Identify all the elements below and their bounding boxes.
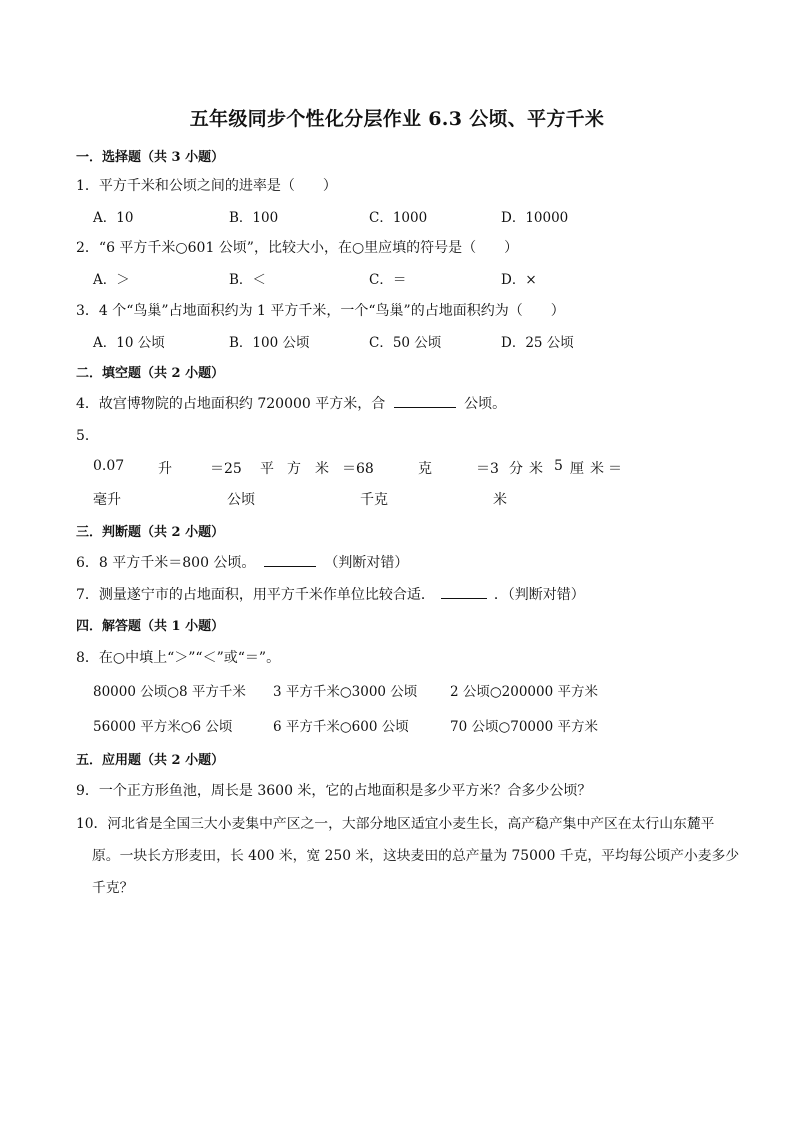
q5-unit: 厘米 (570, 461, 610, 477)
comparison-item: 3 平方千米○3000 公顷 (273, 684, 418, 700)
question-10-line-3: 千克？ (92, 880, 134, 896)
section-heading-choice: 一．选择题（共 3 小题） (76, 150, 225, 165)
q5-unit: 千克 (360, 492, 388, 508)
question-7-text: 7．测量遂宁市的占地面积，用平方千米作单位比较合适． (76, 587, 435, 603)
q5-value: ＝3 (476, 461, 499, 477)
comparison-item: 6 平方千米○600 公顷 (273, 719, 409, 735)
section-heading-judge: 三．判断题（共 2 小题） (76, 525, 225, 540)
question-5-number: 5． (76, 428, 99, 444)
option-c: C．50 公顷 (369, 335, 442, 351)
question-10-line-1: 10．河北省是全国三大小麦集中产区之一，大部分地区适宜小麦生长，高产稳产集中产区在太行山东麓平 (76, 816, 715, 832)
option-b: B．100 (229, 210, 279, 226)
q5-value: ＝25 (210, 461, 242, 477)
q5-unit: 米 (315, 461, 329, 477)
option-a: A．10 (93, 210, 134, 226)
q5-value: ＝ (608, 461, 622, 477)
q5-value: 0.07 (93, 458, 125, 474)
question-2: 2．“6 平方千米○601 公顷”，比较大小，在○里应填的符号是（ ） (76, 240, 519, 256)
option-b: B．＜ (229, 272, 266, 288)
q5-unit: 平 (260, 461, 274, 477)
section-heading-answer: 四．解答题（共 1 小题） (76, 619, 225, 634)
q5-unit: 克 (418, 461, 432, 477)
q5-unit: 公顷 (227, 492, 255, 508)
option-b: B．100 公顷 (229, 335, 310, 351)
comparison-item: 2 公顷○200000 平方米 (450, 684, 598, 700)
option-c: C．1000 (369, 210, 428, 226)
option-d: D．10000 (501, 210, 569, 226)
option-c: C．＝ (369, 272, 407, 288)
q5-value: ＝68 (342, 461, 374, 477)
option-a: A．＞ (93, 272, 130, 288)
question-6-text: 6．8 平方千米＝800 公顷。 (76, 555, 256, 571)
section-heading-fill: 二．填空题（共 2 小题） (76, 366, 225, 381)
q5-unit: 毫升 (93, 492, 121, 508)
q5-unit: 方 (287, 461, 301, 477)
question-4-text: 4．故宫博物院的占地面积约 720000 平方米，合 (76, 396, 386, 412)
question-3: 3．4 个“鸟巢”占地面积约为 1 平方千米，一个“鸟巢”的占地面积约为（ ） (76, 303, 565, 319)
page-title: 五年级同步个性化分层作业 6.3 公顷、平方千米 (189, 108, 605, 130)
answer-blank[interactable] (264, 552, 316, 567)
question-8: 8．在○中填上“＞”“＜”或“＝”。 (76, 650, 281, 666)
option-a: A．10 公顷 (93, 335, 165, 351)
question-10-line-2: 原。一块长方形麦田，长 400 米，宽 250 米，这块麦田的总产量为 75000 千克，平均每公顷产小麦多少 (92, 848, 740, 864)
question-7 (76, 584, 585, 604)
comparison-item: 56000 平方米○6 公顷 (93, 719, 233, 735)
question-7-suffix: ．（判断对错） (493, 587, 585, 603)
q5-unit: 米 (493, 492, 507, 508)
question-1: 1．平方千米和公顷之间的进率是（ ） (76, 178, 337, 194)
question-9: 9．一个正方形鱼池，周长是 3600 米，它的占地面积是多少平方米？合多少公顷？ (76, 783, 592, 799)
q5-unit: 分米 (509, 461, 549, 477)
comparison-item: 70 公顷○70000 平方米 (450, 719, 598, 735)
section-heading-application: 五．应用题（共 2 小题） (76, 753, 225, 768)
question-4 (76, 393, 506, 413)
question-6 (76, 552, 408, 572)
q5-value: 5 (554, 458, 563, 474)
option-d: D．25 公顷 (501, 335, 574, 351)
answer-blank[interactable] (394, 393, 456, 408)
question-4-unit: 公顷。 (464, 396, 507, 412)
question-6-suffix: （判断对错） (324, 555, 409, 571)
comparison-item: 80000 公顷○8 平方千米 (93, 684, 246, 700)
q5-unit: 升 (158, 461, 172, 477)
answer-blank[interactable] (441, 584, 487, 599)
option-d: D．× (501, 272, 537, 288)
